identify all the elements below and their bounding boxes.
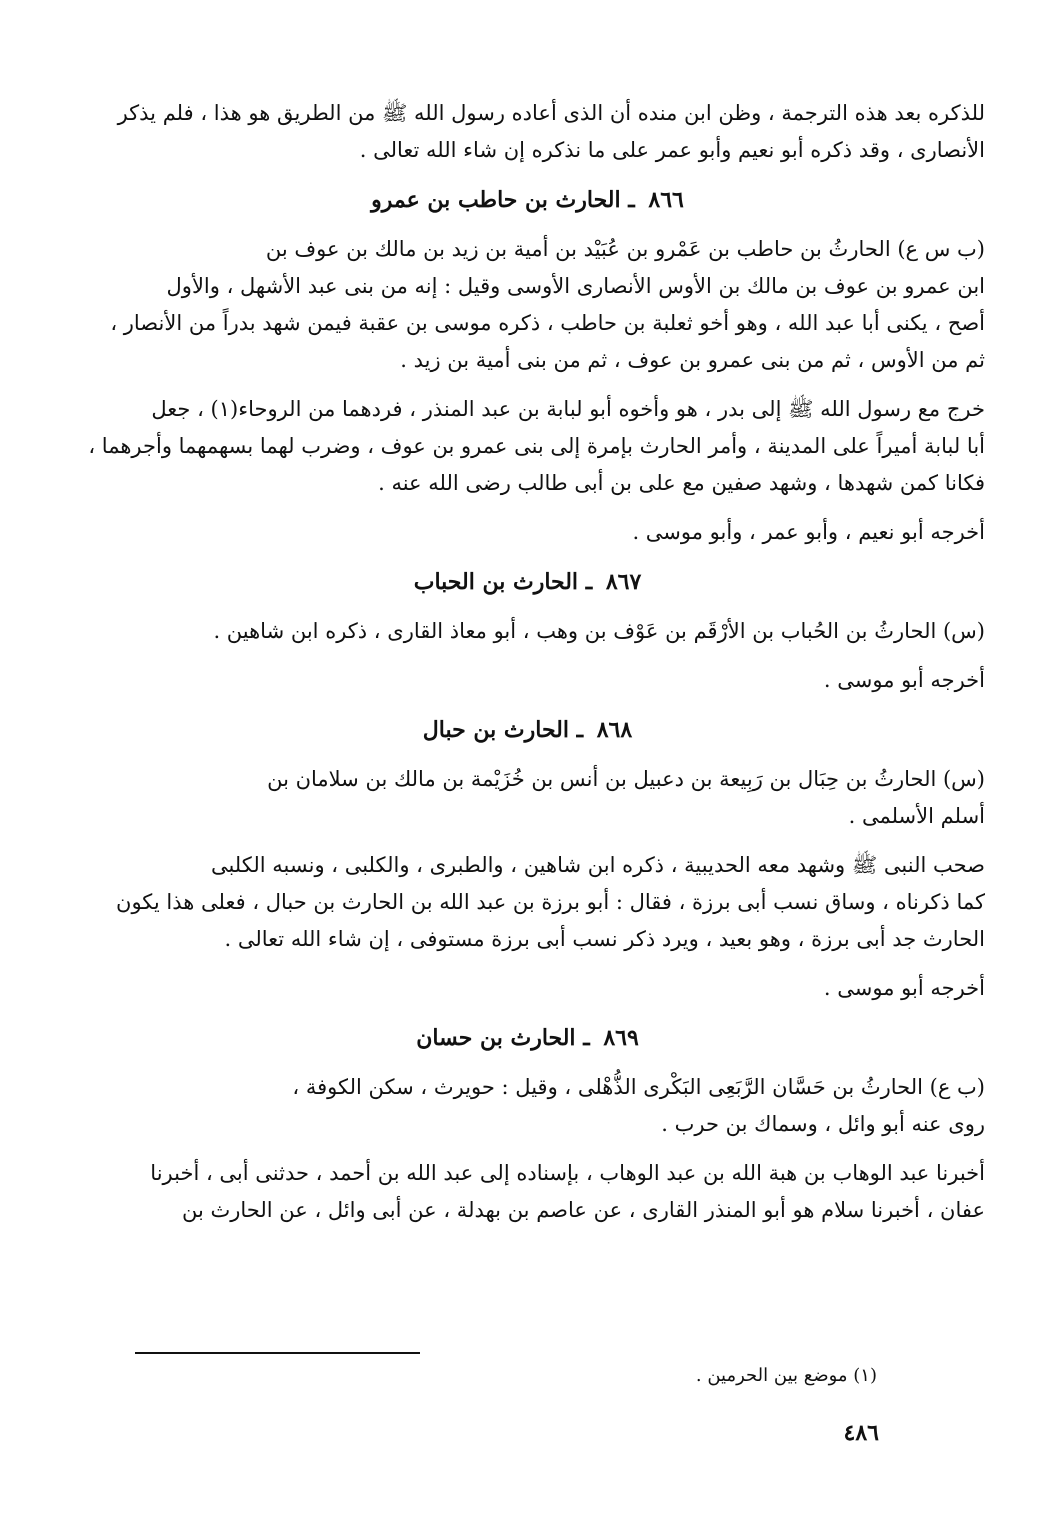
text-line: أخرجه أبو نعيم ، وأبو عمر ، وأبو موسى .: [632, 520, 985, 544]
page-body: [70, 95, 985, 1241]
text-line: أسلم الأسلمى .: [848, 804, 985, 828]
text-line: أخرجه أبو موسى .: [823, 668, 985, 692]
entry-number: ٨٦٧: [605, 569, 642, 595]
paragraph: [70, 95, 985, 169]
paragraph: [70, 231, 985, 379]
heading-dash: ـ: [568, 717, 591, 743]
text-line: أخبرنا عبد الوهاب بن هبة الله بن عبد الوهاب ، بإسناده إلى عبد الله بن أحمد ، حدثنى أبى ، أخبرنا: [150, 1161, 985, 1185]
text-line: ثم من الأوس ، ثم من بنى عمرو بن عوف ، ثم من بنى أمية بن زيد .: [400, 348, 985, 372]
paragraph: [70, 514, 985, 551]
paragraph: [70, 847, 985, 958]
entry-heading: [70, 713, 985, 747]
text-line: كما ذكرناه ، وساق نسب أبى برزة ، فقال : أبو برزة بن عبد الله بن الحارث بن حبال ، فعلى هذا يكون: [116, 890, 985, 914]
heading-dash: ـ: [620, 187, 643, 213]
entry-heading: [70, 183, 985, 217]
page-number: ٤٨٦: [843, 1420, 879, 1446]
text-line: (ب س ع) الحارثُ بن حاطب بن عَمْرو بن عُبَيْد بن أمية بن زيد بن مالك بن عوف بن: [265, 237, 985, 261]
paragraph: [70, 1069, 985, 1143]
text-line: أخرجه أبو موسى .: [823, 976, 985, 1000]
entry-number: ٨٦٩: [603, 1025, 639, 1051]
entry-heading: [70, 1021, 985, 1055]
entry-title: الحارث بن حسان: [416, 1025, 576, 1051]
text-line: ابن عمرو بن عوف بن مالك بن الأوس الأنصارى الأوسى وقيل : إنه من بنى عبد الأشهل ، والأول: [166, 274, 985, 298]
heading-dash: ـ: [578, 569, 600, 595]
entry-title: الحارث بن الحباب: [413, 569, 579, 595]
text-line: الحارث جد أبى برزة ، وهو بعيد ، ويرد ذكر نسب أبى برزة مستوفى ، إن شاء الله تعالى .: [224, 927, 985, 951]
paragraph: [70, 391, 985, 502]
entry-title: الحارث بن حبال: [422, 717, 569, 743]
text-line: عفان ، أخبرنا سلام هو أبو المنذر القارى ، عن عاصم بن بهدلة ، عن أبى وائل ، عن الحارث بن: [181, 1198, 985, 1222]
entry-number: ٨٦٨: [596, 717, 633, 743]
text-line: أصح ، يكنى أبا عبد الله ، وهو أخو ثعلبة بن حاطب ، ذكره موسى بن عقبة فيمن شهد بدراً من الأنصار ،: [110, 311, 985, 335]
entry-number: ٨٦٦: [648, 187, 684, 213]
text-line: الأنصارى ، وقد ذكره أبو نعيم وأبو عمر على ما نذكره إن شاء الله تعالى .: [359, 138, 985, 162]
footnote: (١) موضع بين الحرمين .: [695, 1365, 877, 1386]
text-line: للذكره بعد هذه الترجمة ، وظن ابن منده أن الذى أعاده رسول الله ﷺ من الطريق هو هذا ، فلم يذكر: [117, 101, 985, 125]
text-line: أبا لبابة أميراً على المدينة ، وأمر الحارث بإمرة إلى بنى عمرو بن عوف ، وضرب لهما بسهمهما وأجرهما ،: [88, 434, 985, 458]
paragraph: [70, 970, 985, 1007]
text-line: فكانا كمن شهدها ، وشهد صفين مع على بن أبى طالب رضى الله عنه .: [378, 471, 985, 495]
text-line: (ب ع) الحارثُ بن حَسَّان الرَّبَعِى البَكْرى الذُّهْلى ، وقيل : حويرث ، سكن الكوفة ،: [292, 1075, 985, 1099]
paragraph: [70, 613, 985, 650]
footnote-divider: [135, 1352, 420, 1354]
text-line: صحب النبى ﷺ وشهد معه الحديبية ، ذكره ابن شاهين ، والطبرى ، والكلبى ، ونسبه الكلبى: [210, 853, 985, 877]
entry-heading: [70, 565, 985, 599]
text-line: خرج مع رسول الله ﷺ إلى بدر ، هو وأخوه أبو لبابة بن عبد المنذر ، فردهما من الروحاء(١) ، جعل: [151, 397, 985, 421]
text-line: (س) الحارثُ بن حِبَال بن رَبِيعة بن دعبيل بن أنس بن خُزَيْمة بن مالك بن سلامان بن: [267, 767, 985, 791]
paragraph: [70, 1155, 985, 1229]
paragraph: [70, 761, 985, 835]
paragraph: [70, 662, 985, 699]
heading-dash: ـ: [575, 1025, 598, 1051]
text-line: (س) الحارثُ بن الحُباب بن الأرْقَم بن عَوْف بن وهب ، أبو معاذ القارى ، ذكره ابن شاهين .: [213, 619, 985, 643]
entry-title: الحارث بن حاطب بن عمرو: [371, 187, 621, 213]
text-line: روى عنه أبو وائل ، وسماك بن حرب .: [661, 1112, 985, 1136]
